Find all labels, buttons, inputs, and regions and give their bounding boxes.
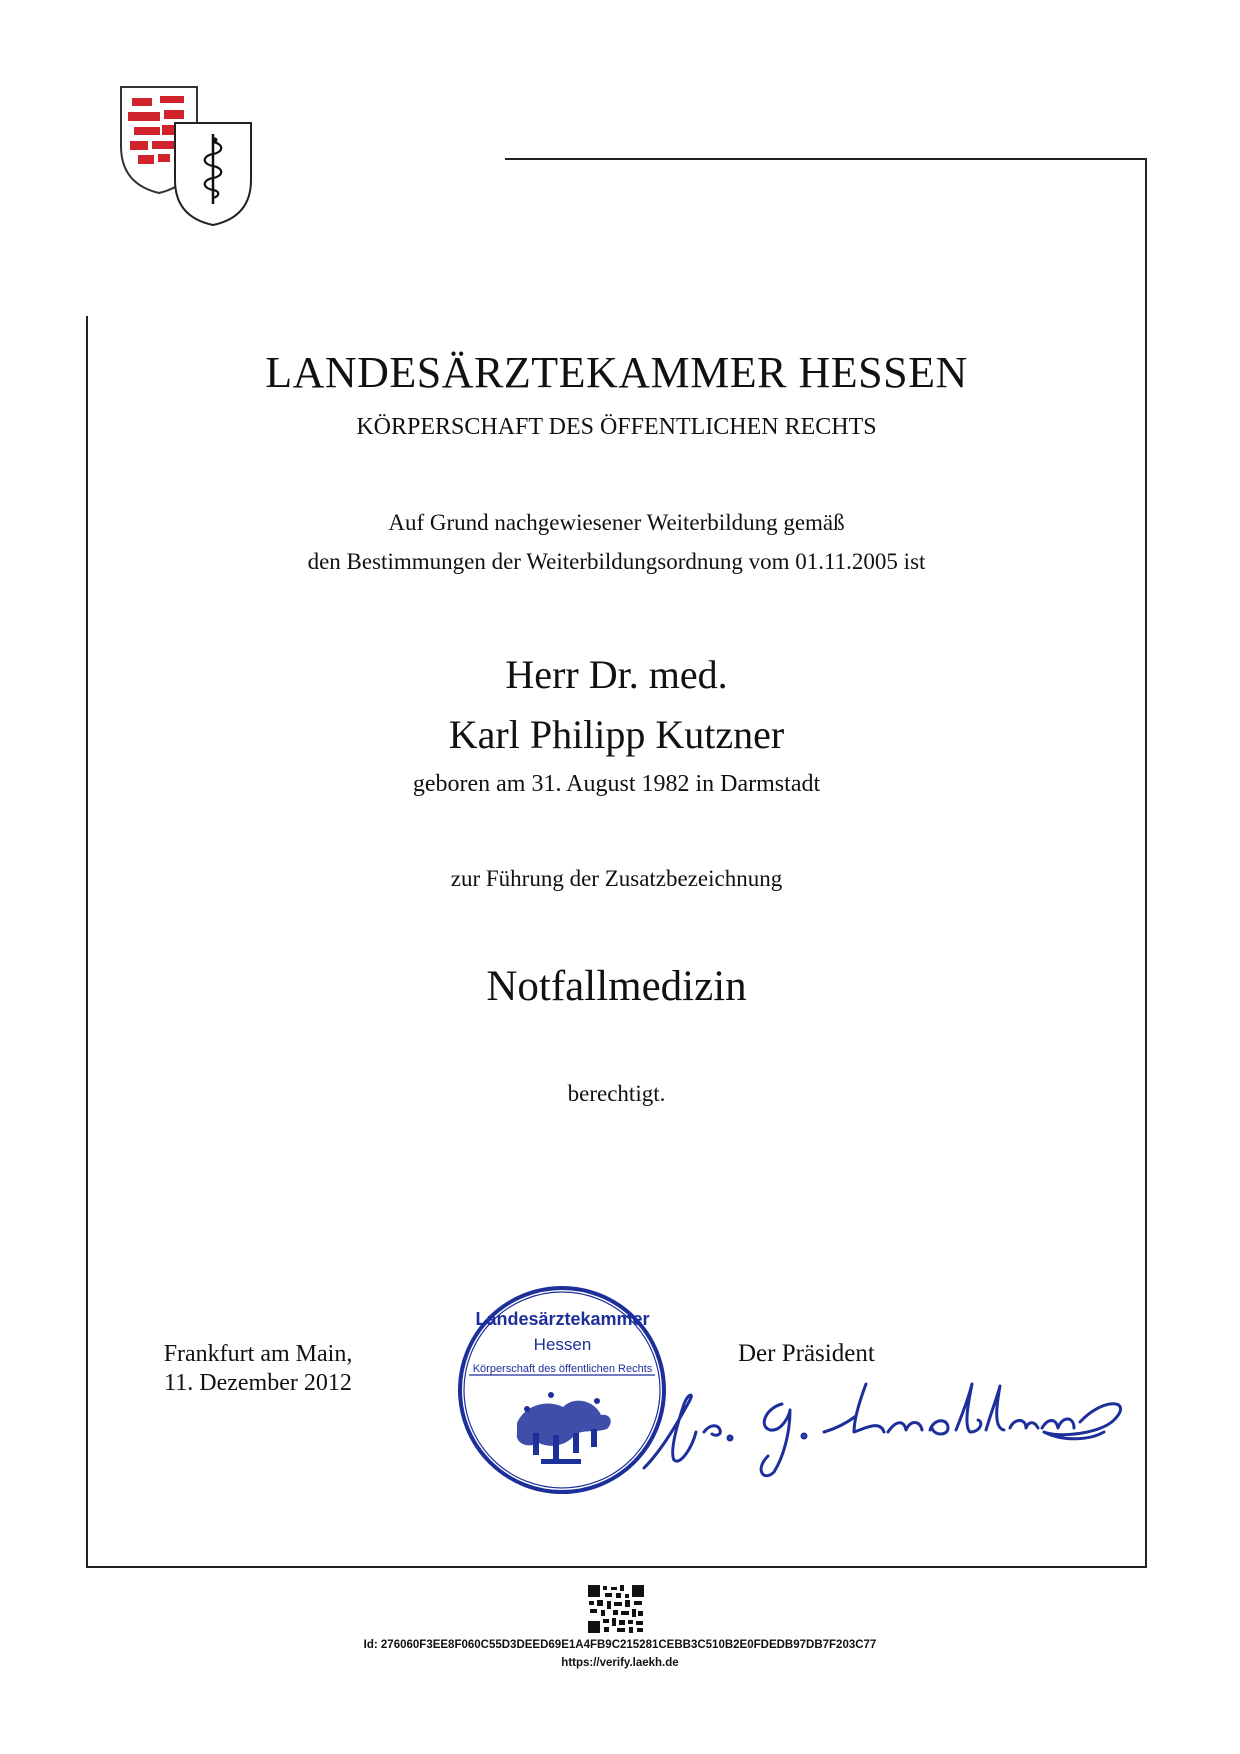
- verification-url[interactable]: https://verify.laekh.de: [561, 1657, 679, 1669]
- verification-code-icon: [587, 1584, 645, 1634]
- organization-subtitle: KÖRPERSCHAFT DES ÖFFENTLICHEN RECHTS: [356, 414, 877, 440]
- president-signature: [634, 1370, 1124, 1480]
- document-id: Id: 276060F3EE8F060C55D3DEED69E1A4FB9C215281CEBB3C510B2E0FDEDB97DB7F203C77: [363, 1639, 877, 1651]
- intro-line-2: den Bestimmungen der Weiterbildungsordnung vom 01.11.2005 ist: [307, 549, 926, 574]
- place-text: Frankfurt am Main,: [163, 1341, 353, 1367]
- frame-left-line: [86, 316, 88, 1567]
- issue-date: 11. Dezember 2012: [164, 1370, 352, 1396]
- place-date-block: [128, 1340, 388, 1398]
- intro-line-1: Auf Grund nachgewiesener Weiterbildung gemäß: [388, 510, 845, 535]
- frame-bottom-line: [86, 1566, 1147, 1568]
- signatory-title: Der Präsident: [738, 1340, 875, 1367]
- closing-text: berechtigt.: [567, 1081, 666, 1106]
- rod-of-asclepius-crest-icon: [172, 120, 254, 228]
- stamp-line-3: Körperschaft des öffentlichen Rechts: [472, 1363, 653, 1375]
- stamp-line-1: Landesärztekammer: [475, 1309, 650, 1329]
- birth-info: geboren am 31. August 1982 in Darmstadt: [412, 771, 821, 797]
- recipient-name: Karl Philipp Kutzner: [448, 712, 785, 757]
- designation-title: Notfallmedizin: [486, 963, 747, 1010]
- stamp-line-2: Hessen: [533, 1335, 592, 1354]
- frame-top-line: [505, 158, 1147, 160]
- organization-title: LANDESÄRZTEKAMMER HESSEN: [265, 348, 968, 397]
- lead-in-text: zur Führung der Zusatzbezeichnung: [450, 866, 783, 891]
- recipient-salutation: Herr Dr. med.: [505, 652, 728, 697]
